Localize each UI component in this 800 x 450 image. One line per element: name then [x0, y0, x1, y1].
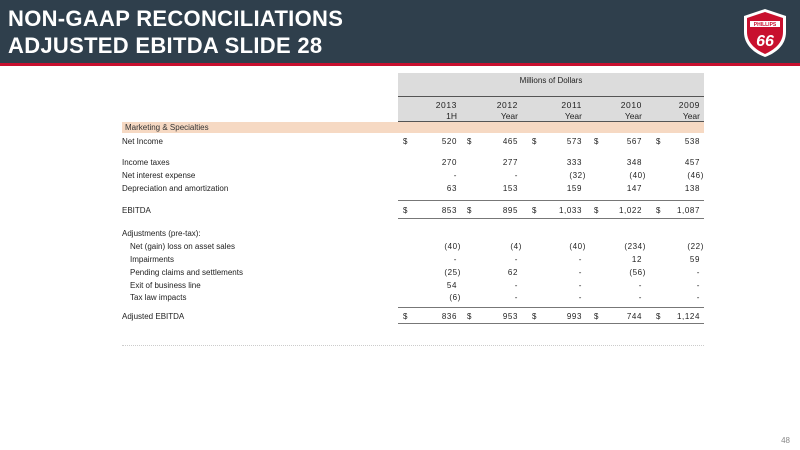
table-cell: -: [578, 281, 582, 290]
table-cell: -: [578, 293, 582, 302]
row-label: Net (gain) loss on asset sales: [130, 242, 235, 251]
unit-label: Millions of Dollars: [519, 76, 583, 85]
table-cell: 836: [441, 312, 457, 321]
table-cell: 12: [631, 255, 642, 264]
table-cell: 348: [626, 158, 642, 167]
table-footer-divider: [122, 345, 704, 346]
table-cell: 1,087: [676, 206, 700, 215]
table-cell: 538: [684, 137, 700, 146]
row-label: Net Income: [122, 137, 163, 146]
table-cell: (40): [629, 171, 646, 180]
table-cell: -: [638, 293, 642, 302]
table-cell: (4): [510, 242, 522, 251]
phillips66-shield-logo: [741, 8, 789, 58]
subtotal-top-rule: [398, 307, 704, 308]
table-cell: 744: [626, 312, 642, 321]
currency-symbol: $: [403, 137, 408, 146]
currency-symbol: $: [467, 312, 472, 321]
subtotal-top-rule: [398, 200, 704, 201]
table-cell: 59: [689, 255, 700, 264]
table-cell: (56): [629, 268, 646, 277]
row-label: EBITDA: [122, 206, 151, 215]
subtotal-bottom-rule: [398, 323, 704, 324]
table-cell: (46): [687, 171, 704, 180]
currency-symbol: $: [594, 137, 599, 146]
year-header-3: 2010: [620, 100, 642, 110]
table-cell: (40): [444, 242, 461, 251]
table-cell: 1,022: [618, 206, 642, 215]
currency-symbol: $: [594, 312, 599, 321]
currency-symbol: $: [532, 137, 537, 146]
table-cell: -: [696, 293, 700, 302]
table-cell: (22): [687, 242, 704, 251]
period-header-0: 1H: [446, 111, 457, 121]
period-header-2: Year: [564, 111, 582, 121]
table-cell: -: [514, 293, 518, 302]
row-label: Depreciation and amortization: [122, 184, 229, 193]
table-cell: 159: [566, 184, 582, 193]
table-cell: -: [578, 268, 582, 277]
table-cell: 153: [502, 184, 518, 193]
table-cell: 63: [446, 184, 457, 193]
row-label: Income taxes: [122, 158, 170, 167]
year-header-2: 2011: [561, 100, 582, 110]
table-cell: 895: [502, 206, 518, 215]
row-label: Tax law impacts: [130, 293, 187, 302]
table-cell: -: [514, 171, 518, 180]
currency-symbol: $: [656, 312, 661, 321]
table-cell: -: [638, 281, 642, 290]
table-cell: 62: [507, 268, 518, 277]
table-cell: 277: [502, 158, 518, 167]
slide-title-line1: NON-GAAP RECONCILIATIONS: [8, 6, 344, 31]
header-bar: [0, 0, 800, 63]
row-label: Pending claims and settlements: [130, 268, 243, 277]
currency-symbol: $: [403, 206, 408, 215]
row-label: Impairments: [130, 255, 175, 264]
period-header-1: Year: [500, 111, 518, 121]
table-cell: 333: [566, 158, 582, 167]
table-cell: 138: [684, 184, 700, 193]
table-cell: 54: [446, 281, 457, 290]
subtotal-bottom-rule: [398, 218, 704, 219]
table-cell: (234): [624, 242, 646, 251]
table-cell: -: [578, 255, 582, 264]
currency-symbol: $: [467, 206, 472, 215]
table-cell: (6): [449, 293, 461, 302]
table-cell: -: [453, 255, 457, 264]
year-header-4: 2009: [678, 100, 700, 110]
currency-symbol: $: [532, 312, 537, 321]
table-cell: (25): [444, 268, 461, 277]
page-number: 48: [781, 436, 790, 445]
row-label: Adjustments (pre-tax):: [122, 229, 201, 238]
table-cell: 953: [502, 312, 518, 321]
row-label: Net interest expense: [122, 171, 196, 180]
table-cell: 567: [626, 137, 642, 146]
currency-symbol: $: [656, 206, 661, 215]
currency-symbol: $: [467, 137, 472, 146]
currency-symbol: $: [532, 206, 537, 215]
header-divider: [398, 96, 704, 97]
slide-title-line2: ADJUSTED EBITDA SLIDE 28: [8, 33, 323, 58]
table-cell: 1,124: [676, 312, 700, 321]
table-cell: -: [514, 281, 518, 290]
table-cell: 270: [441, 158, 457, 167]
period-header-4: Year: [682, 111, 700, 121]
table-cell: 1,033: [558, 206, 582, 215]
section-label: Marketing & Specialties: [125, 123, 209, 132]
table-cell: 573: [566, 137, 582, 146]
row-label: Exit of business line: [130, 281, 201, 290]
logo-text: PHILLIPS: [753, 22, 777, 28]
logo-number: 66: [756, 33, 774, 50]
table-cell: 853: [441, 206, 457, 215]
period-header-3: Year: [624, 111, 642, 121]
currency-symbol: $: [594, 206, 599, 215]
section-row: [122, 122, 704, 133]
year-header-0: 2013: [435, 100, 457, 110]
table-cell: (40): [569, 242, 586, 251]
currency-symbol: $: [403, 312, 408, 321]
table-cell: -: [514, 255, 518, 264]
table-cell: -: [696, 268, 700, 277]
table-cell: 993: [566, 312, 582, 321]
table-cell: 465: [502, 137, 518, 146]
row-label: Adjusted EBITDA: [122, 312, 185, 321]
header-accent-line: [0, 63, 800, 66]
table-cell: (32): [569, 171, 586, 180]
table-cell: -: [453, 171, 457, 180]
currency-symbol: $: [656, 137, 661, 146]
table-cell: 147: [626, 184, 642, 193]
year-header-1: 2012: [496, 100, 518, 110]
table-cell: -: [696, 281, 700, 290]
table-cell: 520: [441, 137, 457, 146]
table-cell: 457: [684, 158, 700, 167]
